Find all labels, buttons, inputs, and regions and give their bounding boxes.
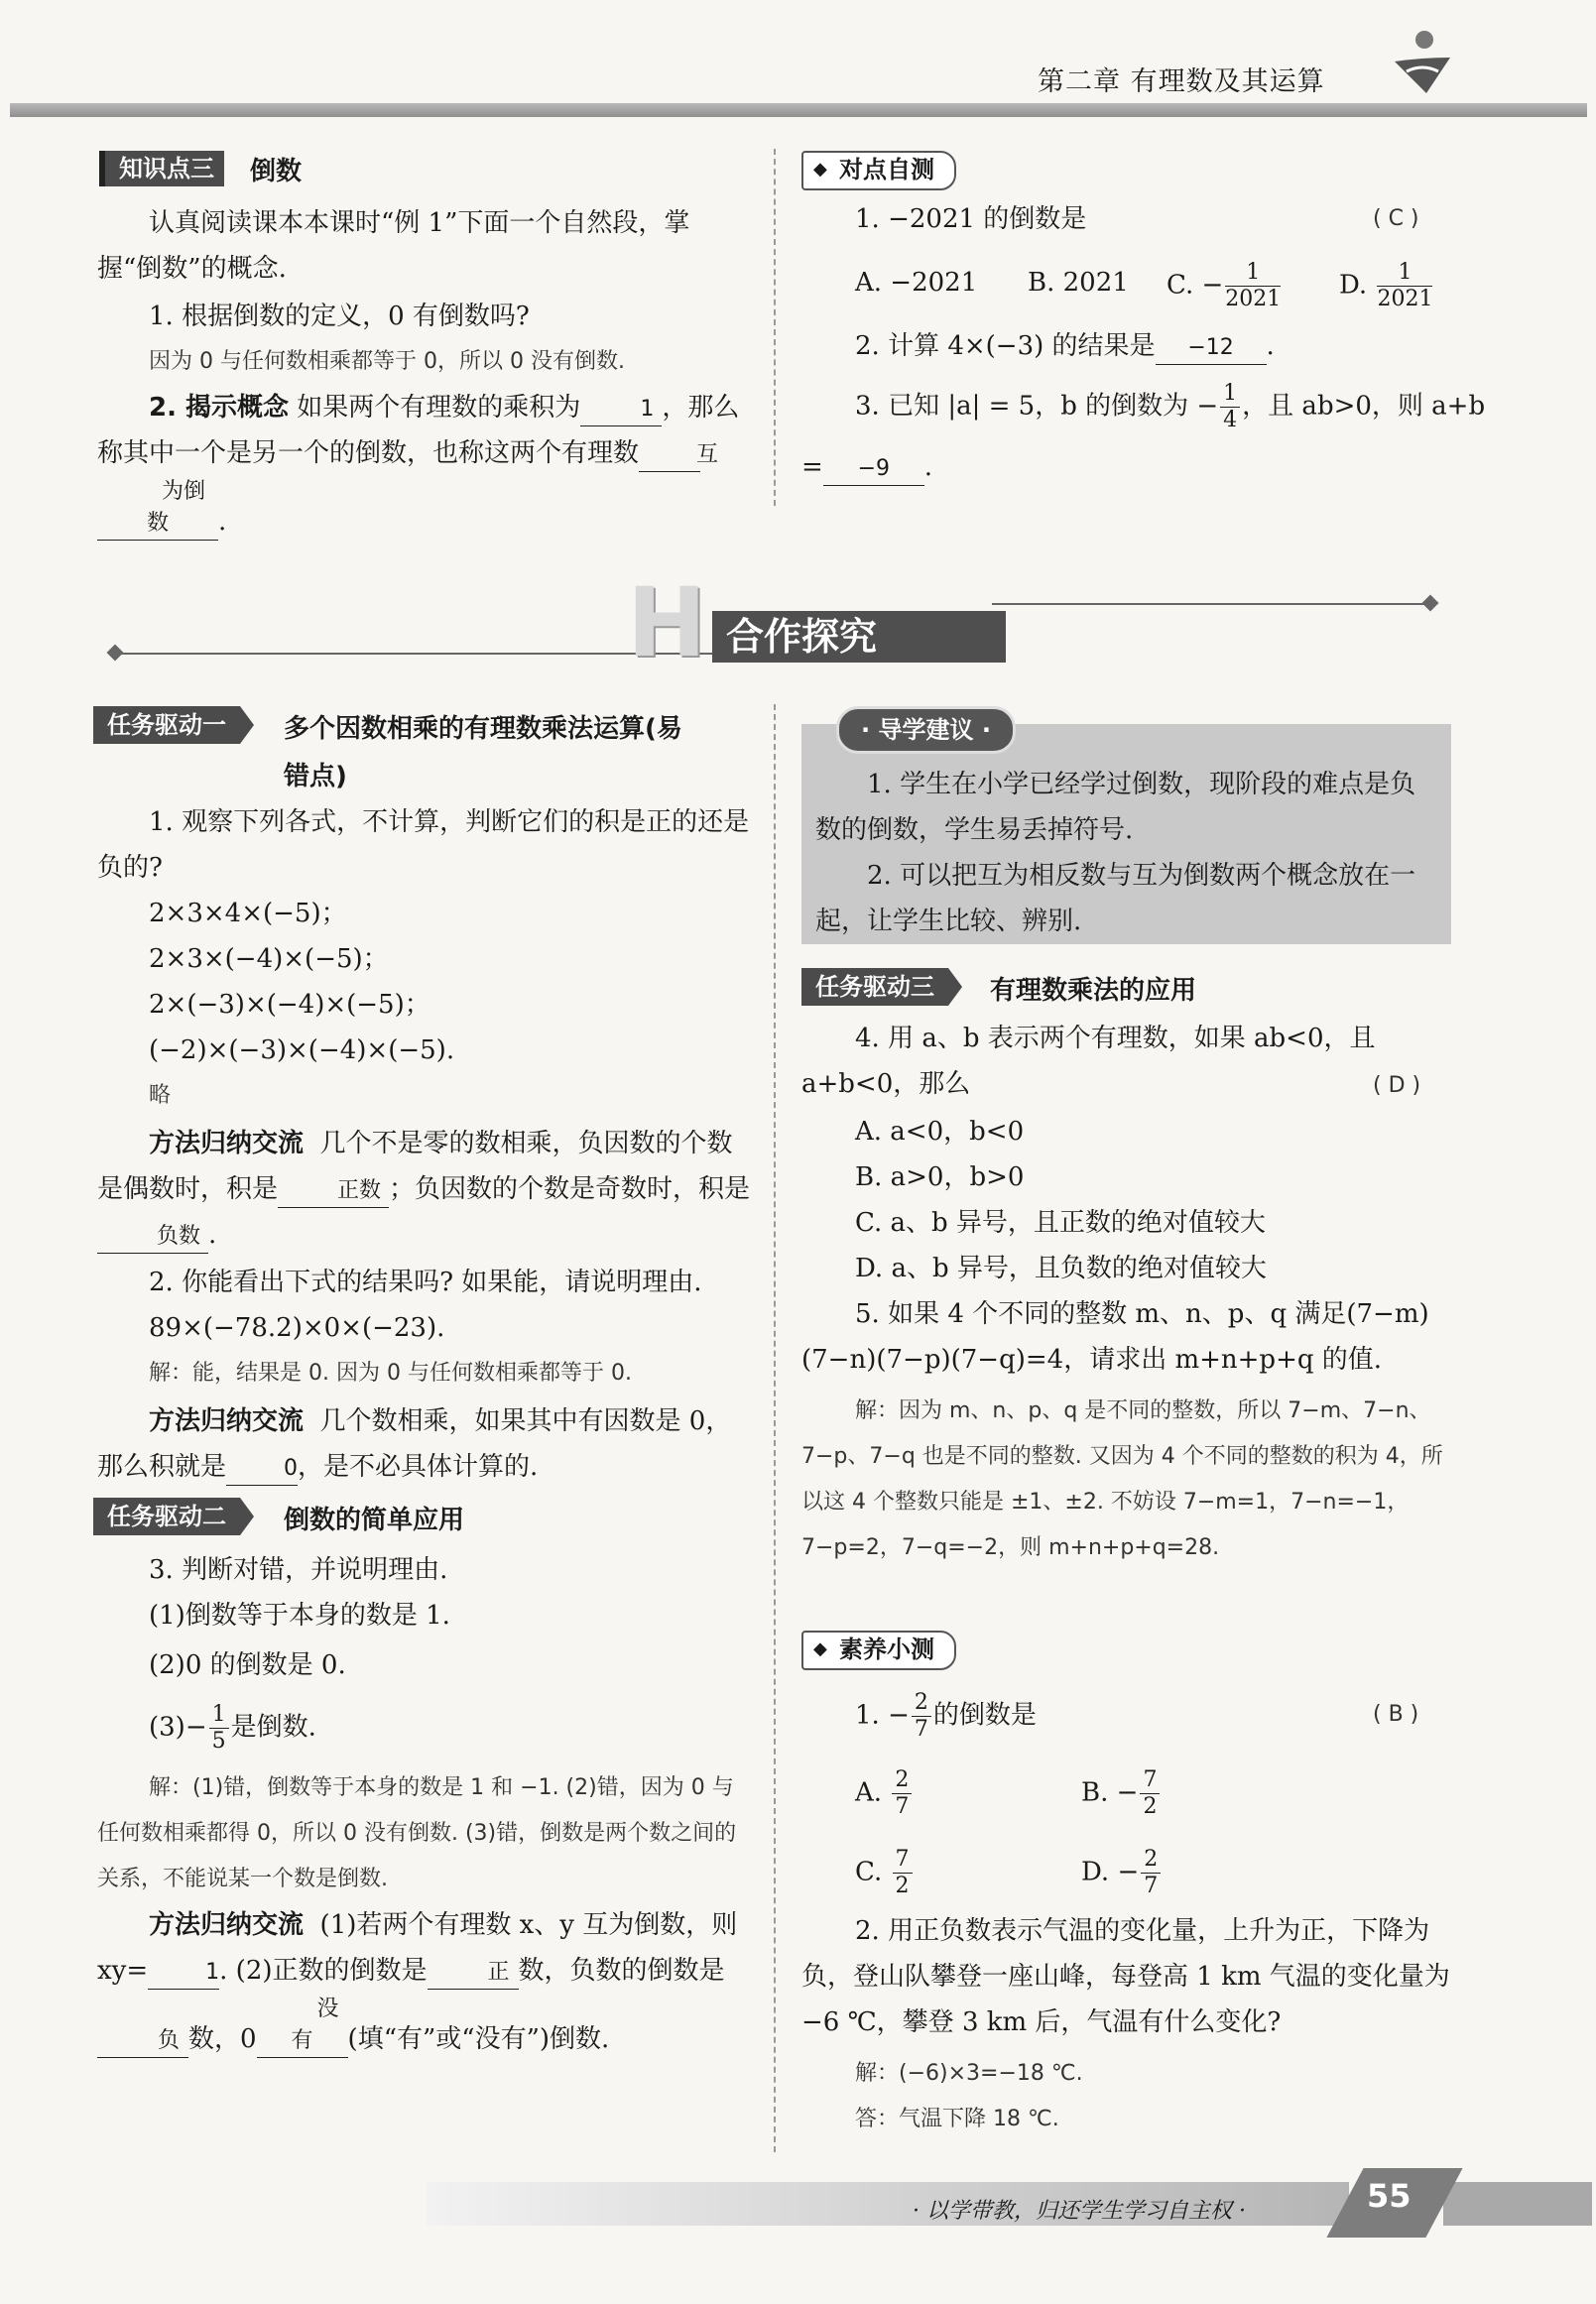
quiz-option-c: [855, 1847, 915, 1899]
banner-dot-right: [1422, 595, 1439, 612]
task2-method-blank2: 正: [428, 1957, 519, 1990]
header-rule: [10, 103, 1587, 117]
quiz-option-b-num: 7: [1140, 1767, 1160, 1794]
quiz-option-a-num: 2: [892, 1767, 912, 1794]
task1-method-blank1: 正数: [278, 1175, 389, 1208]
guide-p1: 1. 学生在小学已经学过倒数，现阶段的难点是负数的倒数，学生易丢掉符号.: [815, 770, 1416, 845]
task1-title-b: 错点): [284, 762, 347, 791]
quiz-option-d-sign: −: [1117, 1857, 1140, 1887]
task1-method-blank2: 负数: [97, 1221, 208, 1254]
task1-method2-a: 几个数相乘，如果其中有因数是 0，那么积就是: [97, 1406, 732, 1482]
task2-s3: [149, 1702, 316, 1755]
task3-q4: 4. 用 a、b 表示两个有理数，如果 ab<0，且 a+b<0，那么: [801, 1024, 1376, 1099]
guide-title: · 导学建议 ·: [836, 706, 1016, 754]
q2-text-a: 如果两个有理数的乘积为: [297, 393, 581, 423]
quiz-option-c-num: 7: [893, 1847, 913, 1874]
task1-method-label: 方法归纳交流: [149, 1129, 305, 1158]
task2-s1: (1)倒数等于本身的数是 1.: [149, 1601, 450, 1631]
rt-q3-b: ，且 ab>0，则 a+b: [1242, 391, 1486, 422]
rt-q2: [855, 323, 1275, 369]
rt-q1-option-c-label: C. −: [1166, 270, 1224, 301]
reading-person-logo-icon: [1387, 28, 1456, 97]
task3-option-d: D. a、b 异号，且负数的绝对值较大: [855, 1254, 1267, 1283]
banner-letter: H: [627, 567, 707, 678]
quiz-option-d-label: D.: [1081, 1857, 1118, 1887]
rt-q1-c-den: 2021: [1225, 287, 1282, 311]
task2-method-blank1: 1: [148, 1957, 219, 1990]
column-divider-bottom: [774, 704, 776, 2152]
quiz-option-a-den: 7: [895, 1794, 910, 1819]
quiz-q2-answer-2: 答：气温下降 18 ℃.: [855, 2107, 1059, 2131]
rt-q3-a: 3. 已知 |a| = 5，b 的倒数为 −: [855, 391, 1219, 422]
rt-q3-end: .: [923, 452, 933, 482]
task3-option-c: C. a、b 异号，且正数的绝对值较大: [855, 1208, 1266, 1238]
knowledge-point-title: 倒数: [250, 157, 303, 186]
rt-q3-c: =: [801, 452, 823, 482]
task2-q3: 3. 判断对错，并说明理由.: [149, 1555, 448, 1585]
quiz-option-b: [1081, 1767, 1162, 1820]
q2-blank2b: 为倒数: [97, 476, 218, 541]
task3-option-b: B. a>0，b>0: [855, 1162, 1025, 1192]
intro-text: 认真阅读课本本课时“例 1”下面一个自然段，掌握“倒数”的概念.: [97, 208, 690, 284]
task2-s3-num: 1: [209, 1702, 229, 1729]
task1-tag: 任务驱动一: [93, 706, 240, 744]
task2-method-b: . (2)正数的倒数是: [219, 1956, 428, 1986]
footer-tail: [1443, 2182, 1592, 2226]
task1-q2: 2. 你能看出下式的结果吗? 如果能，请说明理由.: [149, 1268, 702, 1297]
quiz-option-d-num: 2: [1141, 1847, 1161, 1874]
quiz-option-a-label: A.: [855, 1777, 891, 1808]
task1-expr-3: 2×(−3)×(−4)×(−5)；: [149, 990, 430, 1020]
quiz-option-b-den: 2: [1143, 1794, 1158, 1819]
rt-q3-blank: −9: [823, 453, 924, 486]
task2-method-a: (1)若两个有理数 x、y 互为倒数，则 xy=: [97, 1910, 738, 1986]
rt-q3-den: 4: [1223, 408, 1238, 432]
task1-title-a: 多个因数相乘的有理数乘法运算(易: [284, 714, 682, 744]
rt-q2-blank: −12: [1156, 332, 1267, 365]
task2-method-blank3: 负: [97, 2025, 188, 2058]
task2-method-d: 数，0: [188, 2024, 257, 2054]
task1-q1-answer: 略: [149, 1083, 172, 1108]
task2-s3-den: 5: [211, 1729, 226, 1754]
quiz-q1-den: 7: [914, 1717, 928, 1742]
rt-q1-d-num: 1: [1377, 260, 1432, 287]
task3-option-a: A. a<0，b<0: [855, 1117, 1025, 1147]
task1-expr-4: (−2)×(−3)×(−4)×(−5).: [149, 1035, 455, 1065]
q1-text: 1. 根据倒数的定义，0 有倒数吗?: [149, 302, 530, 331]
task1-q2-answer: 解：能，结果是 0. 因为 0 与任何数相乘都等于 0.: [149, 1361, 632, 1386]
task1-method2-blank: 0: [226, 1453, 298, 1486]
rt-q2-text: 2. 计算 4×(−3) 的结果是: [855, 331, 1156, 361]
quiz-q1-num: 2: [912, 1690, 931, 1717]
q2-blank1: 1: [580, 394, 662, 426]
q2-blank2a: 互: [639, 439, 700, 472]
task1-q1: 1. 观察下列各式，不计算，判断它们的积是正的还是负的?: [97, 807, 750, 883]
page-number: 55: [1367, 2177, 1412, 2215]
rt-q3-num: 1: [1220, 381, 1240, 408]
task1-method-b: ；负因数的个数是奇数时，积是: [389, 1174, 751, 1204]
self-test-badge: ◆ 对点自测: [801, 151, 956, 190]
quiz-option-b-label: B.: [1081, 1777, 1117, 1808]
task2-method-e: (填“有”或“没有”)倒数.: [347, 2024, 610, 2054]
banner-line-right: [992, 603, 1428, 605]
quiz-option-c-den: 2: [895, 1874, 910, 1898]
quiz-option-c-label: C.: [855, 1857, 891, 1887]
quiz-q1: [855, 1690, 1037, 1743]
task1-method2: [97, 1398, 752, 1490]
quiz-badge: ◆ 素养小测: [801, 1631, 956, 1670]
task3-tag: 任务驱动三: [801, 968, 948, 1006]
rt-q1-d-den: 2021: [1377, 287, 1433, 311]
banner-dot-left: [107, 645, 124, 662]
chapter-header: 第二章 有理数及其运算: [1038, 66, 1325, 97]
quiz-option-d: [1081, 1847, 1163, 1899]
task3-q5-answer: 解：因为 m、n、p、q 是不同的整数，所以 7−m、7−n、7−p、7−q 也是不同的整数. 又因为 4 个不同的整数的积为 4，所以这 4 个整数只能是 ±1、±2. 不妨设 7−m=1，7−n=−1，7−p=2，7−q=−2，则 m+n+p+q=28.: [801, 1398, 1443, 1560]
task2-tag: 任务驱动二: [93, 1498, 240, 1535]
rt-q3-line1: [855, 381, 1485, 433]
rt-q1-answer: ( C ): [1373, 206, 1419, 231]
task2-title: 倒数的简单应用: [284, 1506, 465, 1535]
task2-method: [97, 1902, 752, 2062]
rt-q1-c-num: 1: [1225, 260, 1281, 287]
footer-motto: · 以学带教，归还学生学习自主权 ·: [913, 2199, 1246, 2224]
task1-q2-expr: 89×(−78.2)×0×(−23).: [149, 1313, 445, 1343]
task2-method-label: 方法归纳交流: [149, 1910, 305, 1940]
task2-s3-a: (3)−: [149, 1712, 207, 1743]
rt-q1-option-b: B. 2021: [1028, 268, 1129, 298]
task1-method-a: 几个不是零的数相乘，负因数的个数是偶数时，积是: [97, 1129, 733, 1204]
task1-method: [97, 1121, 752, 1258]
rt-q1-option-c: [1166, 260, 1283, 312]
q1-answer: 因为 0 与任何数相乘都等于 0，所以 0 没有倒数.: [149, 349, 625, 374]
task1-method2-label: 方法归纳交流: [149, 1406, 305, 1436]
task1-expr-1: 2×3×4×(−5)；: [149, 899, 347, 928]
quiz-option-d-den: 7: [1144, 1874, 1159, 1898]
guide-p2: 2. 可以把互为相反数与互为倒数两个概念放在一起，让学生比较、辨别.: [815, 861, 1416, 936]
task1-method-end: .: [208, 1220, 217, 1250]
rt-q1-option-a: A. −2021: [855, 268, 978, 298]
banner-line-left: [115, 653, 714, 655]
rt-q2-end: .: [1266, 331, 1275, 361]
q2-paragraph: [97, 385, 752, 545]
quiz-q2: 2. 用正负数表示气温的变化量，上升为正，下降为负，登山队攀登一座山峰，每登高 1 km 气温的变化量为 −6 ℃，攀登 3 km 后，气温有什么变化?: [801, 1916, 1450, 2037]
task3-q5: 5. 如果 4 个不同的整数 m、n、p、q 满足(7−m)(7−n)(7−p)(7−q)=4，请求出 m+n+p+q 的值.: [801, 1299, 1429, 1375]
task1-method2-b: ，是不必具体计算的.: [298, 1452, 539, 1482]
quiz-option-b-sign: −: [1116, 1777, 1139, 1808]
q2-text-b: ，那么称其中一个是另一个的倒数，也称这两个有理数: [97, 393, 740, 468]
quiz-q1-answer: ( B ): [1373, 1702, 1419, 1727]
task2-method-c: 数，负数的倒数是: [518, 1956, 725, 1986]
rt-q1-option-d: [1339, 260, 1434, 312]
rt-q1-option-d-label: D.: [1339, 270, 1376, 301]
q2-label: 2. 揭示概念: [149, 393, 290, 423]
rt-q1: 1. −2021 的倒数是: [855, 204, 1087, 234]
task3-q4-answer: ( D ): [1373, 1073, 1421, 1098]
knowledge-point-tag: 知识点三: [99, 151, 224, 186]
task2-s2: (2)0 的倒数是 0.: [149, 1650, 346, 1680]
quiz-q1-b: 的倒数是: [932, 1700, 1037, 1731]
task3-title: 有理数乘法的应用: [990, 976, 1197, 1006]
quiz-q2-answer-1: 解：(−6)×3=−18 ℃.: [855, 2061, 1083, 2086]
banner-title: 合作探究: [712, 611, 1006, 663]
quiz-q1-a: 1. −: [855, 1700, 910, 1731]
q2-end: .: [218, 507, 227, 537]
quiz-option-a: [855, 1767, 914, 1820]
task2-s3-b: 是倒数.: [230, 1712, 316, 1743]
column-divider-top: [774, 149, 776, 506]
rt-q3-line2: [801, 444, 932, 490]
task1-expr-2: 2×3×(−4)×(−5)；: [149, 944, 389, 974]
task2-method-blank4: 没有: [257, 1994, 348, 2058]
task2-answer: 解：(1)错，倒数等于本身的数是 1 和 −1. (2)错，因为 0 与任何数相乘都得 0，所以 0 没有倒数. (3)错，倒数是两个数之间的关系，不能说某一个数是倒数.: [97, 1775, 737, 1891]
